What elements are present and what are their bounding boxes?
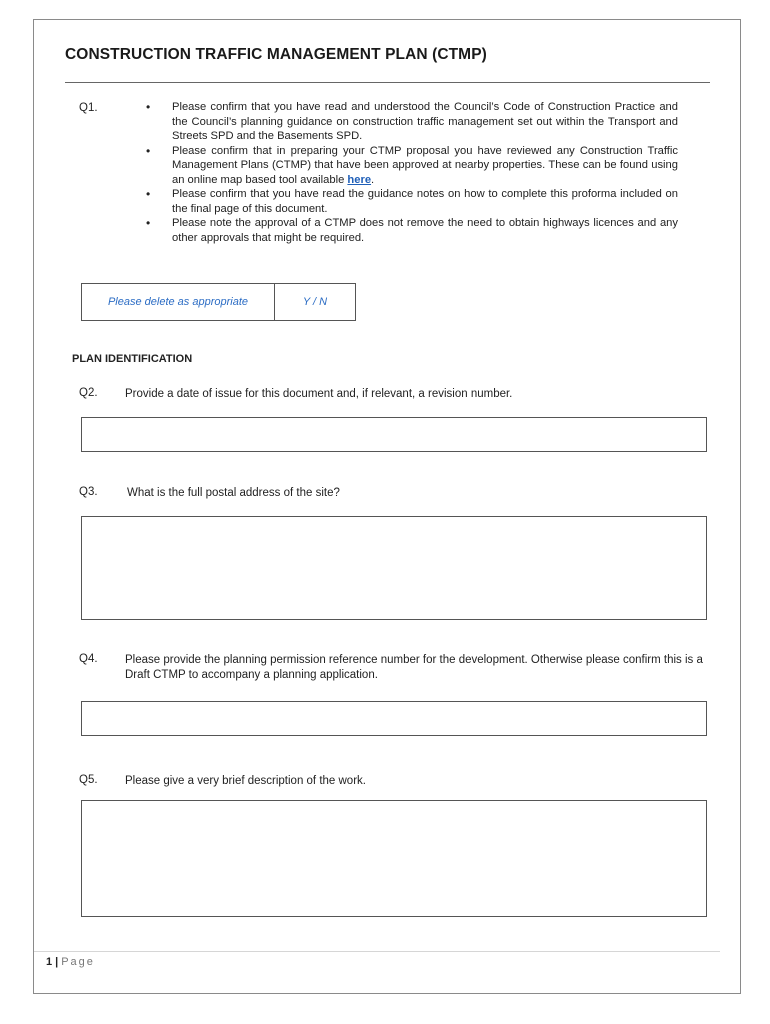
q2-text: Provide a date of issue for this document and, if relevant, a revision number. [125, 388, 513, 400]
q1-bullet-1 [146, 100, 678, 144]
q4-answer-box[interactable] [81, 701, 707, 736]
bullet-icon: • [146, 187, 151, 201]
q1-bullet-3 [146, 187, 678, 216]
page-word: Page [61, 956, 95, 968]
yes-no-cell[interactable]: Y / N [275, 284, 356, 321]
page-number: 1 [46, 956, 53, 968]
title-divider [65, 82, 710, 83]
q2-label: Q2. [79, 387, 98, 399]
bullet-icon: • [146, 143, 151, 158]
confirmation-table [81, 283, 356, 321]
q1-bullet-3-text: Please confirm that you have read the guidance notes on how to complete this proforma included on the final page of this document. [172, 188, 678, 215]
plan-identification-heading: PLAN IDENTIFICATION [72, 353, 193, 365]
q1-bullet-1-text: Please confirm that you have read and understood the Council’s Code of Construction Practice and the Council’s planning guidance on construction traffic management set out within the Transport and Streets SPD and the Basements SPD. [172, 101, 678, 142]
q2-answer-box[interactable] [81, 417, 707, 452]
q3-label: Q3. [79, 486, 98, 498]
document-title: CONSTRUCTION TRAFFIC MANAGEMENT PLAN (CTMP) [65, 46, 487, 63]
q1-bullet-2 [146, 144, 678, 188]
q1-bullet-4-text: Please note the approval of a CTMP does not remove the need to obtain highways licences and any other approvals that might be required. [172, 217, 678, 244]
document-page [33, 19, 741, 994]
q1-bullet-4 [146, 216, 678, 245]
q1-bullet-2-after: . [371, 173, 375, 186]
q4-label: Q4. [79, 653, 98, 665]
bullet-icon: • [146, 100, 151, 114]
q1-bullet-list [146, 100, 678, 245]
q5-answer-box[interactable] [81, 800, 707, 917]
q5-text: Please give a very brief description of the work. [125, 775, 366, 787]
q5-label: Q5. [79, 774, 98, 786]
q3-answer-box[interactable] [81, 516, 707, 620]
page-footer [46, 956, 95, 968]
q4-text: Please provide the planning permission reference number for the development. Otherwise please confirm this is a Draft CTMP to accompany a planning application. [125, 654, 703, 681]
q1-label: Q1. [79, 102, 98, 114]
bullet-icon: • [146, 216, 151, 230]
q1-bullet-2-text: Please confirm that in preparing your CTMP proposal you have reviewed any Construction Traffic Management Plans (CTMP) that have been approved at nearby properties. These can be found using an online map based tool available [172, 144, 678, 186]
footer-divider [34, 951, 720, 952]
here-link[interactable]: here [347, 173, 372, 186]
q3-text: What is the full postal address of the site? [127, 487, 340, 499]
footer-separator: | [55, 956, 59, 968]
delete-as-appropriate-cell: Please delete as appropriate [82, 284, 275, 321]
